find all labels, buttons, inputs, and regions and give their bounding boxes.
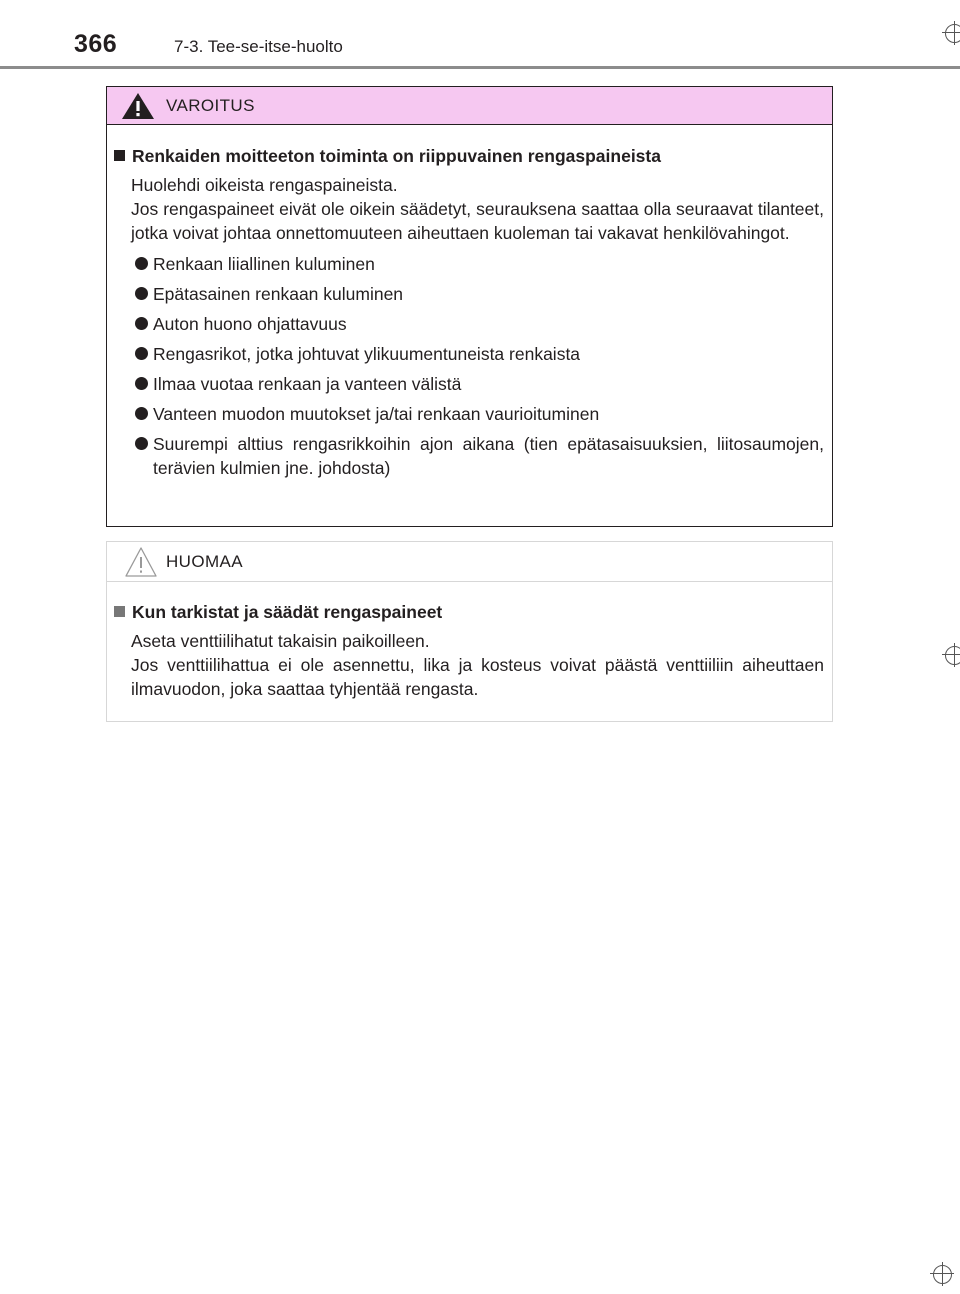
warning-label: VAROITUS [166, 96, 255, 115]
warning-body: Jos rengaspaineet eivät ole oikein säädetyt, seurauksena saattaa olla seuraavat tilanteet, jotka voivat johtaa onnettomuuteen aiheuttaen kuoleman tai vakavat henkilövahingot. [131, 199, 824, 243]
notice-intro: Aseta venttiilihatut takaisin paikoilleen. [131, 631, 430, 651]
page-number: 366 [74, 30, 118, 58]
notice-heading [114, 600, 824, 624]
warning-triangle-icon [121, 92, 155, 120]
notice-box [106, 541, 833, 722]
bullet-dot-icon [135, 377, 148, 390]
header-rule [0, 66, 960, 69]
notice-label: HUOMAA [166, 552, 244, 571]
bullet-dot-icon [135, 317, 148, 330]
warning-box [106, 86, 833, 527]
notice-header [107, 542, 832, 582]
list-item: Auton huono ohjattavuus [114, 312, 824, 336]
notice-heading-text: Kun tarkistat ja säädät rengaspaineet [132, 602, 443, 622]
list-item: Renkaan liiallinen kuluminen [114, 252, 824, 276]
section-title: 7-3. Tee-se-itse-huolto [174, 37, 343, 56]
bullet-dot-icon [135, 347, 148, 360]
list-item: Vanteen muodon muutokset ja/tai renkaan vaurioituminen [114, 402, 824, 426]
square-bullet-icon [114, 606, 125, 617]
warning-intro: Huolehdi oikeista rengaspaineista. [131, 175, 398, 195]
list-item: Epätasainen renkaan kuluminen [114, 282, 824, 306]
registration-mark-icon [942, 21, 960, 45]
warning-bullet-list [114, 252, 824, 480]
registration-mark-icon [930, 1262, 954, 1286]
notice-body: Jos venttiilihattua ei ole asennettu, lika ja kosteus voivat päästä venttiiliin aiheuttaen ilmavuodon, joka saattaa tyhjentää rengasta. [131, 655, 824, 699]
notice-triangle-icon [125, 546, 157, 578]
bullet-dot-icon [135, 287, 148, 300]
bullet-dot-icon [135, 437, 148, 450]
bullet-dot-icon [135, 407, 148, 420]
bullet-dot-icon [135, 257, 148, 270]
list-item: Suurempi alttius rengasrikkoihin ajon aikana (tien epätasaisuuksien, liitosaumojen, terävien kulmien jne. johdosta) [114, 432, 824, 480]
list-item: Ilmaa vuotaa renkaan ja vanteen välistä [114, 372, 824, 396]
warning-header [107, 87, 832, 125]
square-bullet-icon [114, 150, 125, 161]
list-item: Rengasrikot, jotka johtuvat ylikuumentuneista renkaista [114, 342, 824, 366]
warning-heading-text: Renkaiden moitteeton toiminta on riippuvainen rengaspaineista [132, 146, 661, 166]
registration-mark-icon [942, 643, 960, 667]
warning-heading [114, 144, 824, 168]
